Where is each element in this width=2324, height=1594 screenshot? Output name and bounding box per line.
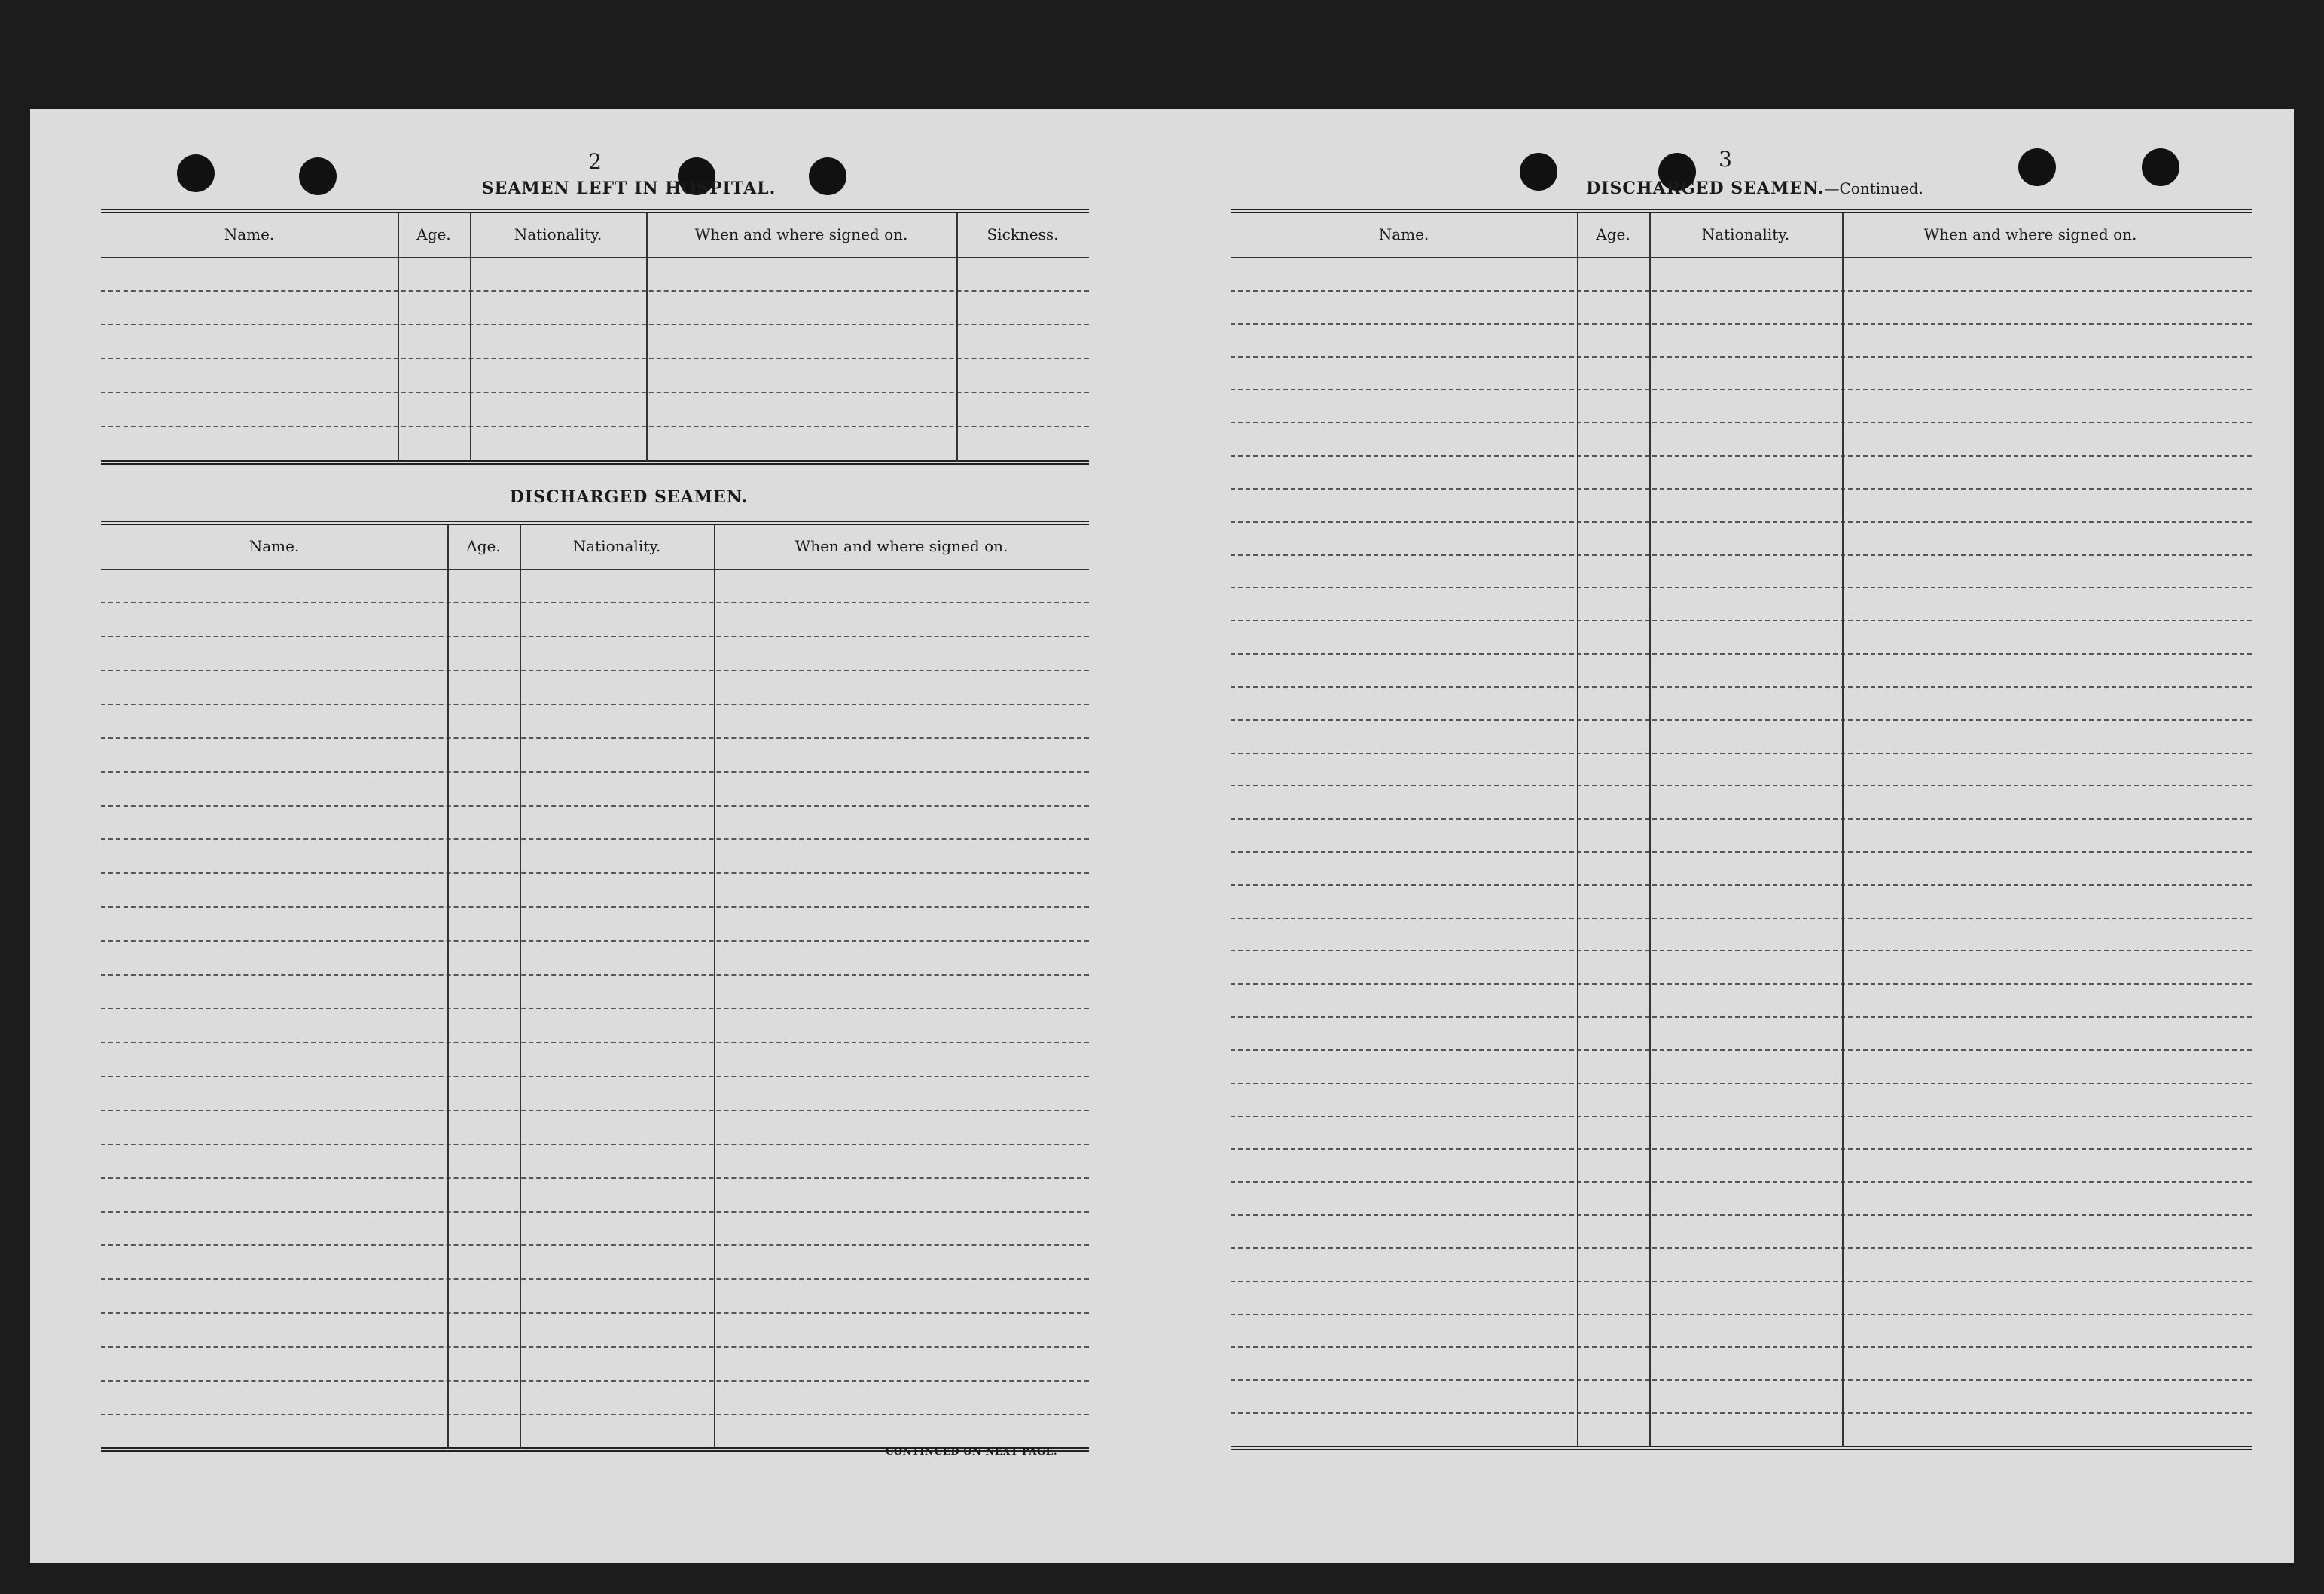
- punch-hole: [299, 157, 337, 195]
- ruled-row: [1231, 1346, 2252, 1348]
- ruled-row: [1231, 1116, 2252, 1117]
- punch-hole: [1520, 153, 1557, 191]
- ruled-row: [1231, 884, 2252, 886]
- document-paper: [30, 109, 2294, 1563]
- ruled-row: [1231, 719, 2252, 721]
- punch-hole: [2018, 148, 2056, 186]
- ruled-row: [1231, 1181, 2252, 1183]
- ruled-row: [1231, 1281, 2252, 1282]
- ruled-row: [1231, 455, 2252, 457]
- ruled-row: [101, 1346, 1089, 1348]
- ruled-row: [101, 1211, 1089, 1213]
- ruled-row: [1231, 422, 2252, 423]
- col-header-age: Age.: [1596, 225, 1630, 243]
- page-number-right: 3: [1719, 147, 1732, 172]
- col-header-signed-on: When and where signed on.: [694, 225, 908, 243]
- ruled-row: [101, 636, 1089, 637]
- ruled-row: [101, 805, 1089, 807]
- ruled-row: [1231, 1016, 2252, 1018]
- col-header-nationality: Nationality.: [514, 225, 602, 243]
- col-header-name: Name.: [224, 225, 275, 243]
- hospital-section-title: SEAMEN LEFT IN HOSPITAL.: [481, 179, 776, 198]
- ruled-row: [101, 1177, 1089, 1179]
- ruled-row: [1231, 918, 2252, 919]
- ruled-row: [1231, 1379, 2252, 1381]
- ruled-row: [101, 670, 1089, 671]
- punch-hole: [2142, 148, 2179, 186]
- ruled-row: [1231, 753, 2252, 754]
- ruled-row: [101, 737, 1089, 739]
- title-suffix: —Continued.: [1824, 179, 1923, 197]
- ruled-row: [101, 1076, 1089, 1077]
- ruled-row: [101, 602, 1089, 603]
- discharged-table-left: [101, 521, 1089, 1470]
- ruled-row: [101, 940, 1089, 942]
- col-header-age: Age.: [416, 225, 451, 243]
- discharged-section-title: DISCHARGED SEAMEN.: [509, 487, 749, 507]
- ruled-row: [101, 1380, 1089, 1382]
- ruled-row: [1231, 1412, 2252, 1414]
- ruled-row: [1231, 983, 2252, 985]
- ruled-row: [101, 1144, 1089, 1145]
- ruled-row: [1231, 950, 2252, 951]
- ruled-row: [101, 906, 1089, 908]
- ruled-row: [1231, 587, 2252, 588]
- ruled-row: [1231, 356, 2252, 358]
- ruled-row: [101, 1414, 1089, 1415]
- continued-footer: CONTINUED ON NEXT PAGE.: [886, 1446, 1057, 1458]
- ruled-row: [1231, 686, 2252, 688]
- col-header-name: Name.: [1378, 225, 1429, 243]
- ruled-row: [1231, 290, 2252, 292]
- col-header-signed-on: When and where signed on.: [794, 537, 1008, 555]
- ruled-row: [1231, 1314, 2252, 1315]
- ruled-row: [101, 1278, 1089, 1280]
- ruled-row: [101, 838, 1089, 840]
- col-header-signed-on: When and where signed on.: [1923, 225, 2137, 243]
- title-main: DISCHARGED SEAMEN.: [1586, 179, 1825, 198]
- ruled-row: [101, 1110, 1089, 1111]
- ruled-row: [101, 704, 1089, 705]
- ruled-row: [1231, 653, 2252, 655]
- ruled-row: [1231, 818, 2252, 820]
- ruled-row: [1231, 521, 2252, 523]
- col-header-nationality: Nationality.: [1701, 225, 1790, 243]
- col-header-nationality: Nationality.: [572, 537, 661, 555]
- col-header-age: Age.: [466, 537, 501, 555]
- ruled-row: [1231, 389, 2252, 390]
- ruled-row: [101, 1244, 1089, 1246]
- discharged-table-right: [1231, 209, 2252, 1489]
- ruled-row: [1231, 851, 2252, 853]
- col-header-sickness: Sickness.: [987, 225, 1059, 243]
- ruled-row: [101, 974, 1089, 976]
- discharged-continued-title: [1566, 179, 1943, 198]
- punch-hole: [177, 154, 215, 192]
- col-header-name: Name.: [249, 537, 300, 555]
- ruled-row: [1231, 1214, 2252, 1216]
- page-number-left: 2: [588, 149, 602, 174]
- ruled-row: [1231, 488, 2252, 490]
- ruled-row: [101, 771, 1089, 773]
- ruled-row: [1231, 785, 2252, 786]
- ruled-row: [101, 1312, 1089, 1314]
- ruled-row: [1231, 1049, 2252, 1051]
- ruled-row: [1231, 1148, 2252, 1150]
- ruled-row: [1231, 1247, 2252, 1249]
- ruled-row: [101, 872, 1089, 874]
- ruled-row: [1231, 554, 2252, 556]
- ruled-row: [1231, 1083, 2252, 1084]
- ruled-row: [101, 1042, 1089, 1043]
- ruled-row: [101, 1008, 1089, 1009]
- ruled-row: [1231, 620, 2252, 621]
- ruled-row: [1231, 323, 2252, 325]
